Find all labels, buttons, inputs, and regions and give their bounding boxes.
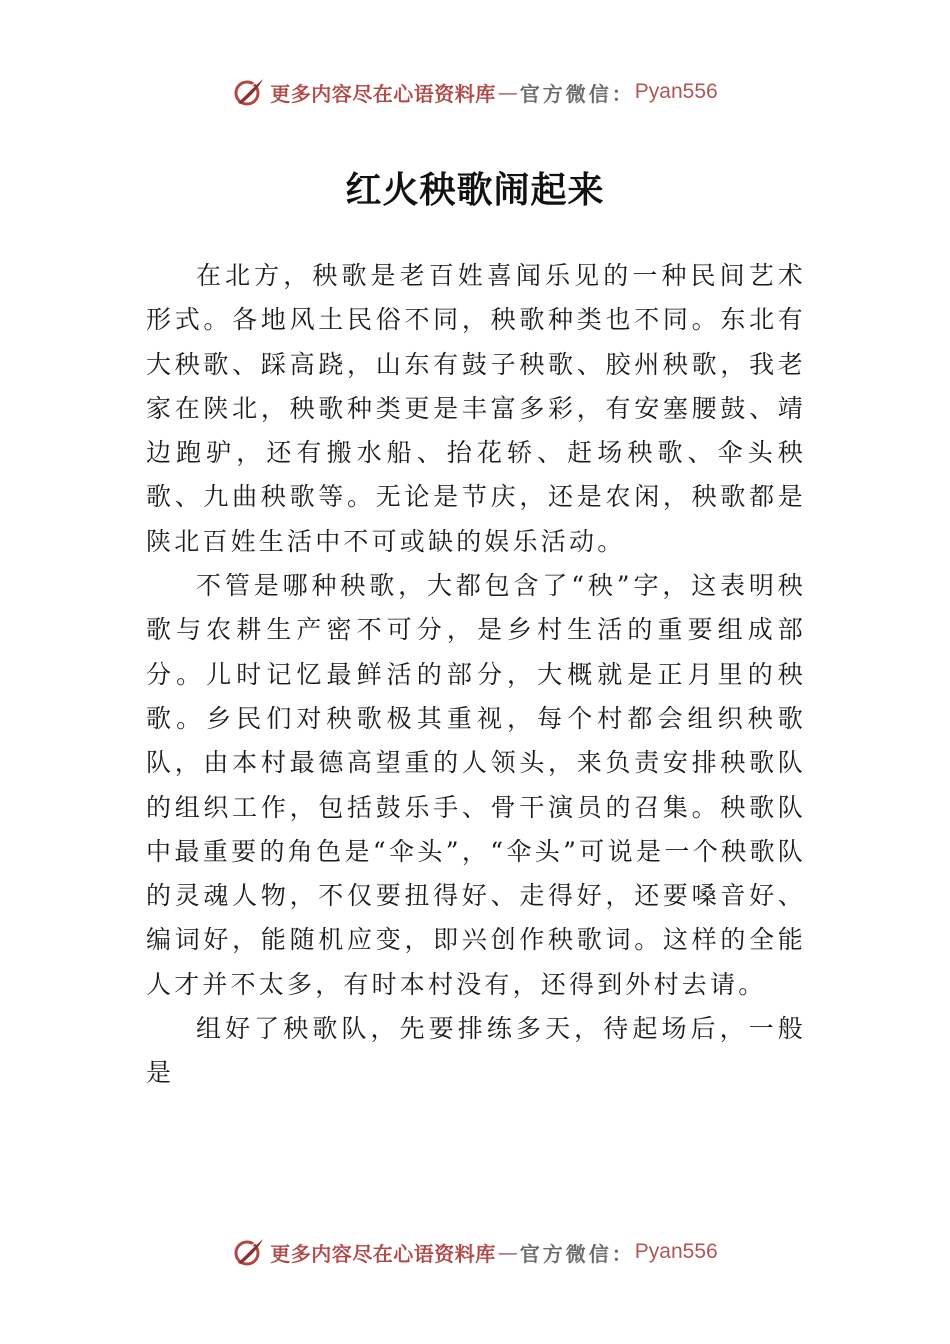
banner-wechat-id: Pyan556 (634, 1240, 718, 1263)
banner-wechat-id: Pyan556 (634, 80, 718, 103)
document-body (146, 254, 806, 1096)
quill-pen-logo-icon (232, 75, 266, 109)
quill-pen-logo-icon (232, 1235, 266, 1269)
banner-dash: — (497, 80, 518, 104)
banner-prefix: 更多内容尽在心语资料库 (270, 1241, 496, 1266)
paragraph-2: 不管是哪种秧歌，大都包含了“秧”字，这表明秧歌与农耕生产密不可分，是乡村生活的重要组成部分。儿时记忆最鲜活的部分，大概就是正月里的秧歌。乡民们对秧歌极其重视，每个村都会组织秧歌队，由本村最德高望重的人领头，来负责安排秧歌队的组织工作，包括鼓乐手、骨干演员的召集。秧歌队中最重要的角色是“伞头”，“伞头”可说是一个秧歌队的灵魂人物，不仅要扭得好、走得好，还要嗓音好、编词好，能随机应变，即兴创作秧歌词。这样的全能人才并不太多，有时本村没有，还得到外村去请。 (146, 571, 806, 999)
footer-banner (0, 1232, 950, 1272)
banner-wechat-label: 官方微信： (519, 1241, 635, 1266)
header-banner (0, 72, 950, 112)
paragraph-1: 在北方，秧歌是老百姓喜闻乐见的一种民间艺术形式。各地风土民俗不同，秧歌种类也不同。东北有大秧歌、踩高跷，山东有鼓子秧歌、胶州秧歌，我老家在陕北，秧歌种类更是丰富多彩，有安塞腰鼓、靖边跑驴，还有搬水船、抬花轿、赶场秧歌、伞头秧歌、九曲秧歌等。无论是节庆，还是农闲，秧歌都是陕北百姓生活中不可或缺的娱乐活动。 (146, 261, 806, 556)
document-title: 红火秧歌闹起来 (345, 170, 605, 211)
paragraph-3: 组好了秧歌队，先要排练多天，待起场后，一般是 (146, 1014, 806, 1088)
banner-dash: — (497, 1240, 518, 1264)
banner-wechat-label: 官方微信： (519, 81, 635, 106)
banner-prefix: 更多内容尽在心语资料库 (270, 81, 496, 106)
